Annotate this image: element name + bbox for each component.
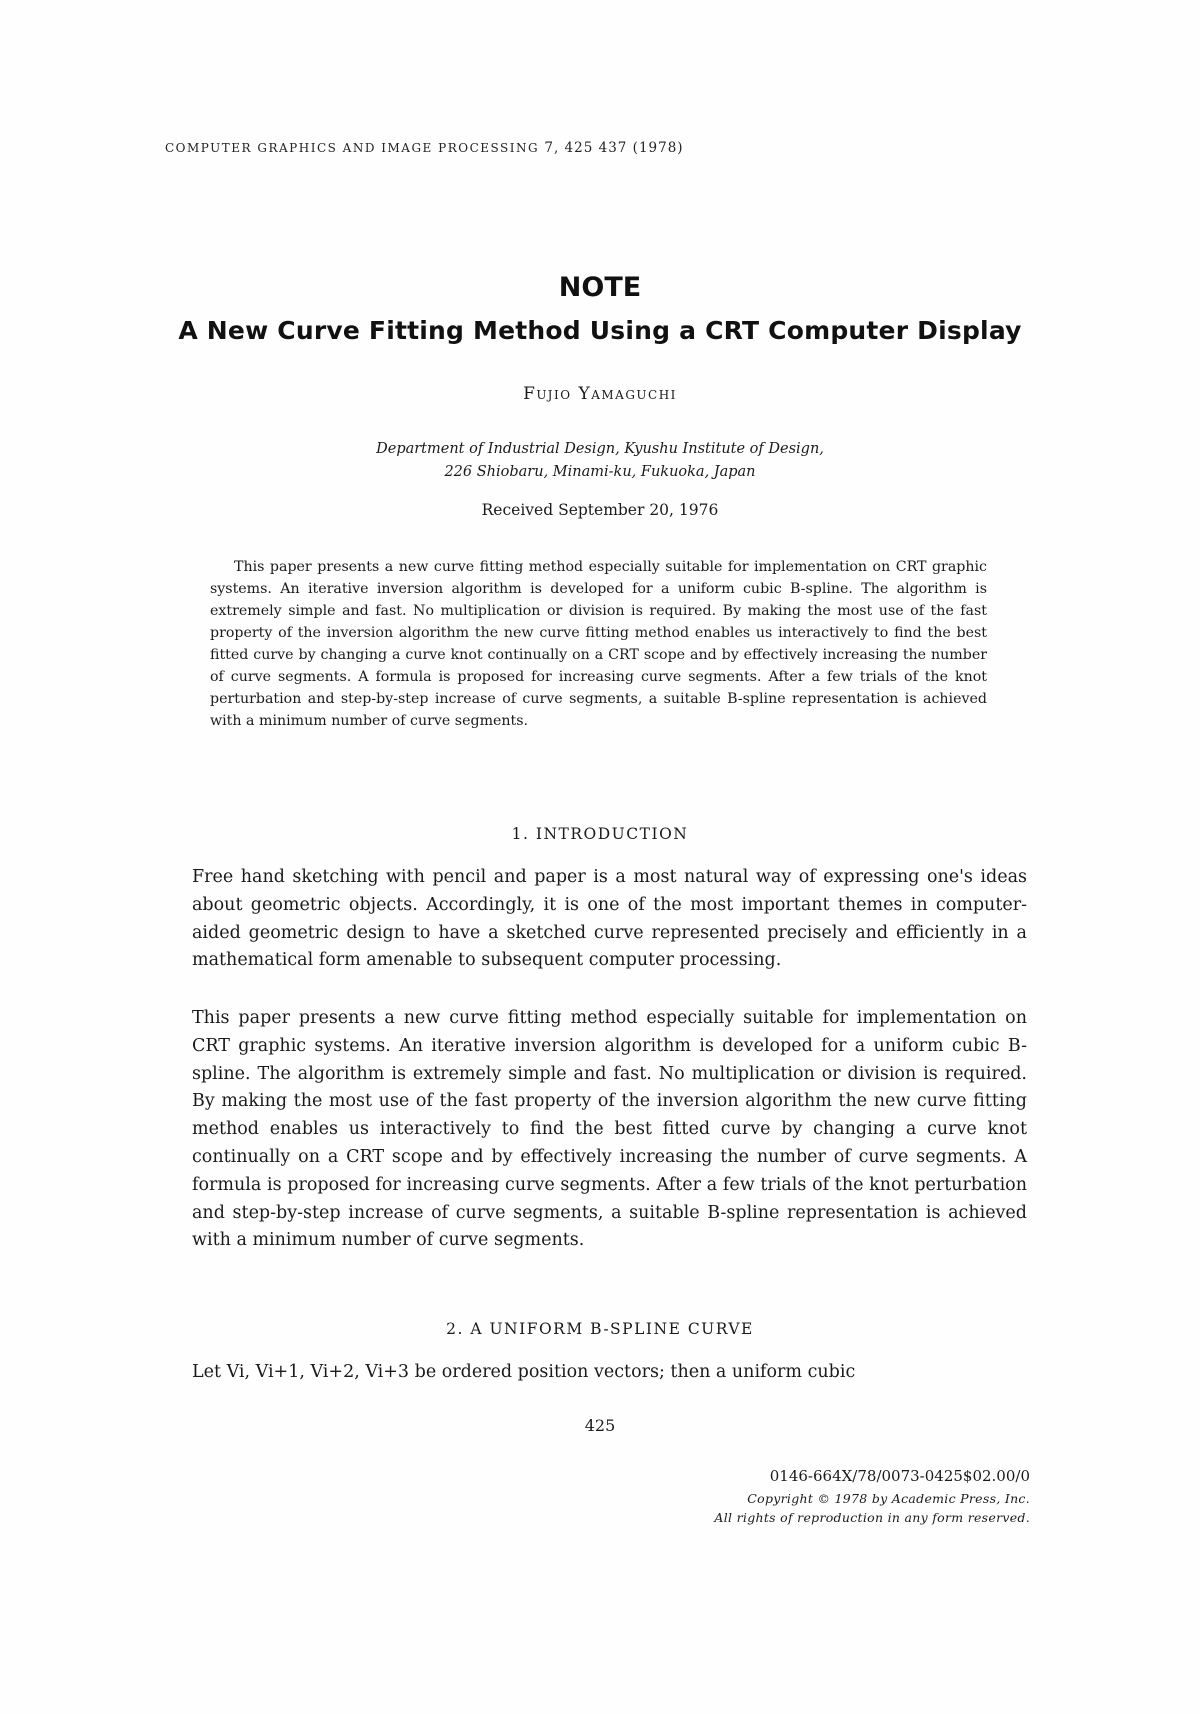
body-paragraph: Free hand sketching with pencil and paper is a most natural way of expressing one's ideas about geometric objects. Accordingly, it is one of the most important themes in computer-aided geometric design to have a sketched curve represented precisely and efficiently in a mathematical form amenable to subsequent computer processing.	[192, 867, 1027, 971]
publisher-footer	[714, 1467, 1030, 1527]
article-title: A New Curve Fitting Method Using a CRT Computer Display	[178, 316, 1022, 345]
body-paragraph: This paper presents a new curve fitting method especially suitable for implementation on CRT graphic systems. An iterative inversion algorithm is developed for a uniform cubic B-spline. The algorithm is extremely simple and fast. No multiplication or division is required. By making the most use of the fast property of the inversion algorithm the new curve fitting method enables us interactively to find the best fitted curve by changing a curve knot continually on a CRT scope and by effectively increasing the number of curve segments. A formula is proposed for increasing curve segments. After a few trials of the knot perturbation and step-by-step increase of curve segments, a suitable B-spline representation is achieved with a minimum number of curve segments.	[192, 1008, 1027, 1251]
abstract: This paper presents a new curve fitting method especially suitable for implementation on CRT graphic systems. An iterative inversion algorithm is developed for a uniform cubic B-spline. The algorithm is extremely simple and fast. No multiplication or division is required. By making the most use of the fast property of the inversion algorithm the new curve fitting method enables us interactively to find the best fitted curve by changing a curve knot continually on a CRT scope and by effectively increasing the number of curve segments. A formula is proposed for increasing curve segments. After a few trials of the knot perturbation and step-by-step increase of curve segments, a suitable B-spline representation is achieved with a minimum number of curve segments.	[210, 559, 987, 729]
author-affiliation	[0, 438, 1200, 484]
journal-name: COMPUTER GRAPHICS AND IMAGE PROCESSING	[165, 141, 540, 155]
received-date: Received September 20, 1976	[481, 501, 719, 519]
section-heading: 1. INTRODUCTION	[511, 825, 689, 843]
journal-citation: 7, 425 437 (1978)	[544, 140, 684, 156]
affiliation-line: Department of Industrial Design, Kyushu Institute of Design,	[376, 441, 824, 457]
article-code: 0146-664X/78/0073-0425$02.00/0	[769, 1467, 1030, 1485]
running-head	[165, 140, 865, 156]
article-type-label: NOTE	[558, 272, 642, 303]
copyright-notice: Copyright © 1978 by Academic Press, Inc.	[747, 1491, 1030, 1506]
page-number: 425	[584, 1416, 616, 1435]
rights-notice: All rights of reproduction in any form reserved.	[714, 1510, 1030, 1525]
section-heading: 2. A UNIFORM B-SPLINE CURVE	[446, 1320, 754, 1338]
author-name: Fujio Yamaguchi	[523, 384, 677, 404]
affiliation-line: 226 Shiobaru, Minami-ku, Fukuoka, Japan	[444, 464, 756, 480]
body-paragraph: Let Vi, Vi+1, Vi+2, Vi+3 be ordered position vectors; then a uniform cubic	[192, 1362, 856, 1382]
